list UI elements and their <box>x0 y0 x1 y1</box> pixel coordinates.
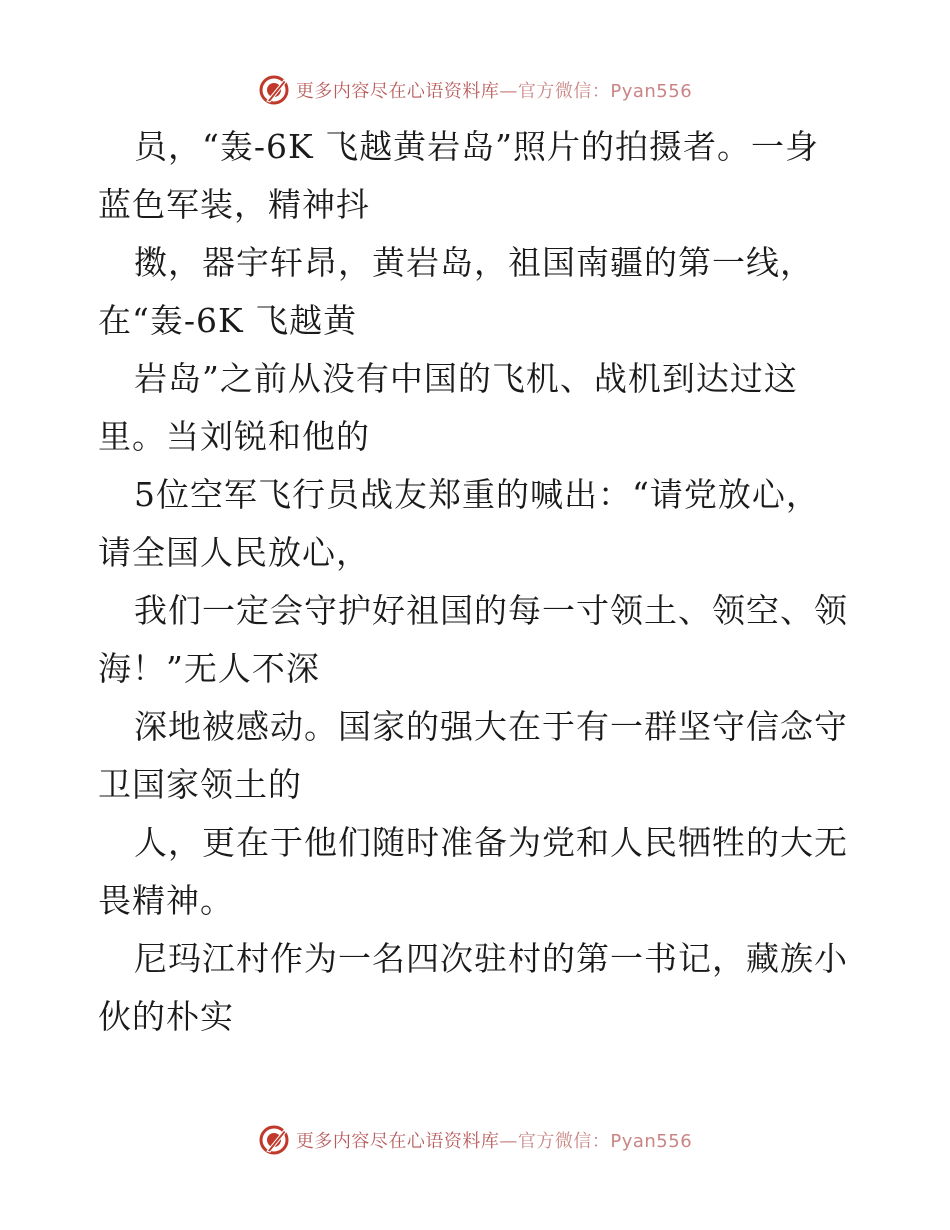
text-line: 我们一定会守护好祖国的每一寸领土、领空、领 <box>134 591 848 630</box>
footer-brand: 更多内容尽在心语资料库 <box>295 1131 500 1152</box>
header-text <box>296 77 692 103</box>
header-contact: —官方微信：Pyan556 <box>499 81 693 102</box>
document-body <box>98 118 858 1046</box>
text-line: 擞，器宇轩昂，黄岩岛，祖国南疆的第一线， <box>134 243 814 282</box>
text-line: 尼玛江村作为一名四次驻村的第一书记，藏族小 <box>134 939 848 978</box>
footer-text <box>296 1127 692 1153</box>
footer-contact: —官方微信：Pyan556 <box>499 1131 693 1152</box>
quill-seal-icon <box>258 1124 290 1156</box>
header-brand: 更多内容尽在心语资料库 <box>295 81 500 102</box>
text-line: 岩岛”之前从没有中国的飞机、战机到达过这 <box>134 359 798 398</box>
footer-banner <box>0 1120 950 1160</box>
quill-seal-icon <box>258 74 290 106</box>
text-line: 人，更在于他们随时准备为党和人民牺牲的大无 <box>134 823 848 862</box>
text-line: 伙的朴实 <box>98 997 234 1036</box>
text-line: 畏精神。 <box>98 881 234 920</box>
text-line: 员，“轰-6K 飞越黄岩岛”照片的拍摄者。一身 <box>134 127 820 166</box>
text-line: 里。当刘锐和他的 <box>98 417 370 456</box>
text-line: 在“轰-6K 飞越黄 <box>98 301 358 340</box>
text-line: 深地被感动。国家的强大在于有一群坚守信念守 <box>134 707 848 746</box>
text-line: 5位空军飞行员战友郑重的喊出：“请党放心， <box>134 475 820 514</box>
text-line: 蓝色军装，精神抖 <box>98 185 370 224</box>
header-banner <box>0 70 950 110</box>
text-line: 请全国人民放心， <box>98 533 370 572</box>
text-line: 卫国家领土的 <box>98 765 302 804</box>
text-line: 海！”无人不深 <box>98 649 320 688</box>
